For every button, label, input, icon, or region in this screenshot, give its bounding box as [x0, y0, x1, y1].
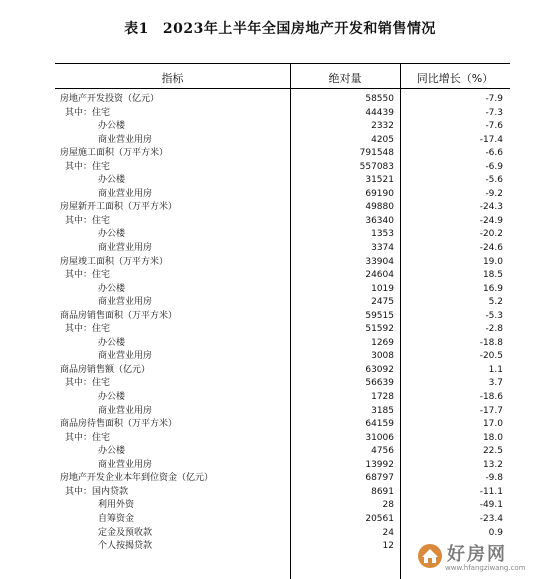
absolute-value: 1019 [371, 283, 394, 294]
indicator-name: 其中：住宅 [65, 270, 111, 281]
yoy-growth: -5.6 [485, 175, 503, 186]
yoy-growth: -6.9 [485, 161, 503, 172]
table-row [55, 228, 510, 242]
indicator-name: 商业营业用房 [98, 297, 153, 308]
table-row [55, 377, 510, 391]
table-row [55, 337, 510, 351]
table-row [55, 486, 510, 500]
yoy-growth: -24.9 [479, 215, 503, 226]
table-number: 表1 [124, 21, 149, 37]
absolute-value: 69190 [365, 188, 394, 199]
header-absolute-value: 绝对量 [328, 72, 362, 85]
indicator-name: 其中：住宅 [65, 161, 111, 172]
absolute-value: 59515 [365, 310, 394, 321]
table-row [55, 499, 510, 513]
indicator-name: 其中：住宅 [65, 324, 111, 335]
absolute-value: 64159 [365, 419, 394, 430]
table-row [55, 283, 510, 297]
yoy-growth: 18.5 [482, 270, 503, 281]
yoy-growth: -18.6 [479, 392, 503, 403]
indicator-name: 办公楼 [98, 121, 126, 132]
yoy-growth: 13.2 [482, 459, 503, 470]
absolute-value: 24 [382, 527, 394, 538]
absolute-value: 12 [382, 541, 394, 552]
table-row [55, 147, 510, 161]
table-row [55, 391, 510, 405]
table-row [55, 310, 510, 324]
indicator-name: 办公楼 [98, 337, 126, 348]
header-indicator: 指标 [161, 72, 184, 85]
yoy-growth: -20.2 [479, 229, 503, 240]
yoy-growth: 19.0 [482, 256, 503, 267]
table-header [55, 64, 510, 88]
absolute-value: 4205 [371, 134, 394, 145]
yoy-growth: -9.8 [485, 473, 503, 484]
absolute-value: 63092 [365, 364, 394, 375]
indicator-name: 定金及预收款 [98, 527, 153, 538]
table-row [55, 323, 510, 337]
table-row [55, 93, 510, 107]
indicator-name: 商业营业用房 [98, 243, 153, 254]
indicator-name: 房屋竣工面积（万平方米） [60, 256, 169, 267]
yoy-growth: -24.3 [479, 202, 503, 213]
table-row [55, 472, 510, 486]
absolute-value: 3008 [371, 351, 394, 362]
table-row [55, 242, 510, 256]
absolute-value: 31006 [365, 432, 394, 443]
indicator-name: 房屋施工面积（万平方米） [60, 148, 169, 159]
yoy-growth: -11.1 [479, 486, 503, 497]
yoy-growth: 22.5 [482, 446, 503, 457]
absolute-value: 791548 [359, 148, 394, 159]
absolute-value: 1353 [371, 229, 394, 240]
yoy-growth: -49.1 [479, 500, 503, 511]
yoy-growth: -17.4 [479, 134, 503, 145]
yoy-growth: 18.0 [482, 432, 503, 443]
indicator-name: 办公楼 [98, 283, 126, 294]
yoy-growth: 5.2 [488, 297, 503, 308]
table-row [55, 513, 510, 527]
absolute-value: 36340 [365, 215, 394, 226]
indicator-name: 利用外资 [98, 500, 135, 511]
table-row [55, 215, 510, 229]
absolute-value: 33904 [365, 256, 394, 267]
table-row [55, 405, 510, 419]
indicator-name: 自筹资金 [98, 513, 135, 524]
house-logo-icon [417, 543, 443, 569]
absolute-value: 3185 [371, 405, 394, 416]
table-row [55, 161, 510, 175]
indicator-name: 商业营业用房 [98, 405, 153, 416]
yoy-growth: -5.3 [485, 310, 503, 321]
yoy-growth: -6.6 [485, 148, 503, 159]
absolute-value: 56639 [365, 378, 394, 389]
yoy-growth: -18.8 [479, 337, 503, 348]
table-title [0, 18, 560, 38]
absolute-value: 1269 [371, 337, 394, 348]
indicator-name: 办公楼 [98, 392, 126, 403]
indicator-name: 商品房待售面积（万平方米） [60, 419, 178, 430]
yoy-growth: 16.9 [482, 283, 503, 294]
table-row [55, 418, 510, 432]
yoy-growth: -2.8 [485, 324, 503, 335]
table-row [55, 201, 510, 215]
yoy-growth: -7.6 [485, 121, 503, 132]
indicator-name: 商业营业用房 [98, 188, 153, 199]
yoy-growth: 1.1 [488, 364, 503, 375]
absolute-value: 3374 [371, 243, 394, 254]
table-row [55, 256, 510, 270]
header-yoy-growth: 同比增长（%） [416, 72, 494, 85]
yoy-growth: -20.5 [479, 351, 503, 362]
yoy-growth: -23.4 [479, 513, 503, 524]
yoy-growth: 0.9 [488, 527, 503, 538]
yoy-growth: 3.7 [488, 378, 503, 389]
yoy-growth: -9.2 [485, 188, 503, 199]
table-row [55, 445, 510, 459]
absolute-value: 13992 [365, 459, 394, 470]
absolute-value: 24604 [365, 270, 394, 281]
absolute-value: 51592 [365, 324, 394, 335]
indicator-name: 商品房销售额（亿元） [60, 364, 151, 375]
absolute-value: 44439 [365, 107, 394, 118]
absolute-value: 31521 [365, 175, 394, 186]
absolute-value: 68797 [365, 473, 394, 484]
yoy-growth: -17.7 [479, 405, 503, 416]
indicator-name: 其中：住宅 [65, 378, 111, 389]
indicator-name: 商品房销售面积（万平方米） [60, 310, 178, 321]
table-row [55, 269, 510, 283]
indicator-name: 商业营业用房 [98, 459, 153, 470]
absolute-value: 28 [382, 500, 394, 511]
table-row [55, 174, 510, 188]
absolute-value: 2475 [371, 297, 394, 308]
absolute-value: 58550 [365, 94, 394, 104]
indicator-name: 商业营业用房 [98, 351, 153, 362]
absolute-value: 49880 [365, 202, 394, 213]
indicator-name: 其中：住宅 [65, 107, 111, 118]
table-row [55, 459, 510, 473]
yoy-growth: -7.9 [485, 94, 503, 104]
indicator-name: 办公楼 [98, 175, 126, 186]
table-row [55, 120, 510, 134]
indicator-name: 办公楼 [98, 229, 126, 240]
absolute-value: 557083 [359, 161, 394, 172]
absolute-value: 20561 [365, 513, 394, 524]
watermark [413, 537, 558, 577]
table-row [55, 350, 510, 364]
absolute-value: 1728 [371, 392, 394, 403]
indicator-name: 办公楼 [98, 446, 126, 457]
indicator-name: 其中：住宅 [65, 215, 111, 226]
absolute-value: 2332 [371, 121, 394, 132]
indicator-name: 房地产开发投资（亿元） [60, 94, 160, 104]
absolute-value: 4756 [371, 446, 394, 457]
yoy-growth: -24.6 [479, 243, 503, 254]
table-row [55, 296, 510, 310]
absolute-value: 8691 [371, 486, 394, 497]
table-title-text: 2023年上半年全国房地产开发和销售情况 [162, 21, 436, 37]
indicator-name: 房屋新开工面积（万平方米） [60, 202, 178, 213]
indicator-name: 其中：住宅 [65, 432, 111, 443]
table-row [55, 134, 510, 148]
indicator-name: 个人按揭贷款 [98, 541, 153, 552]
watermark-name: 好房网 [447, 544, 507, 565]
table-row [55, 107, 510, 121]
yoy-growth: 17.0 [482, 419, 503, 430]
header-rule [55, 88, 510, 89]
yoy-growth: -7.3 [485, 107, 503, 118]
table-row [55, 432, 510, 446]
table-body [55, 93, 510, 554]
indicator-name: 房地产开发企业本年到位资金（亿元） [60, 473, 214, 484]
indicator-name: 商业营业用房 [98, 134, 153, 145]
table-row [55, 188, 510, 202]
indicator-name: 其中：国内贷款 [65, 486, 129, 497]
table-row [55, 364, 510, 378]
watermark-url: www.hfangziwang.com [445, 564, 526, 572]
